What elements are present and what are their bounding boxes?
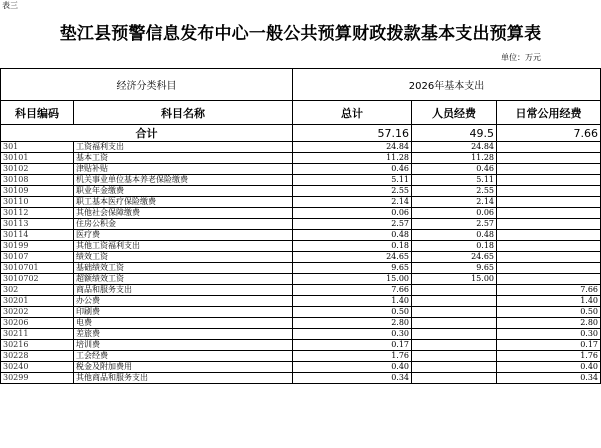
unit-label: 单位：万元 [501,53,541,62]
row-personnel: 5.11 [412,175,497,186]
row-code: 30240 [1,362,74,373]
row-public: 1.76 [497,351,601,362]
row-personnel [412,318,497,329]
row-name: 工会经费 [74,351,293,362]
row-total: 2.80 [293,318,412,329]
budget-table [0,68,601,384]
header-econ-class: 经济分类科目 [1,69,293,101]
row-code: 30199 [1,241,74,252]
table-row [1,340,601,351]
row-public [497,186,601,197]
row-public: 2.80 [497,318,601,329]
row-personnel: 2.57 [412,219,497,230]
row-public: 0.30 [497,329,601,340]
row-personnel [412,296,497,307]
row-personnel: 24.84 [412,142,497,153]
row-personnel: 0.18 [412,241,497,252]
row-code: 30211 [1,329,74,340]
row-code: 301 [1,142,74,153]
row-name: 超额绩效工资 [74,274,293,285]
row-code: 30201 [1,296,74,307]
row-personnel [412,351,497,362]
row-total: 5.11 [293,175,412,186]
row-name: 办公费 [74,296,293,307]
row-personnel [412,340,497,351]
row-public [497,219,601,230]
document-title: 垫江县预警信息发布中心一般公共预算财政拨款基本支出预算表 [59,24,542,44]
row-public [497,263,601,274]
table-row [1,208,601,219]
header-public: 日常公用经费 [497,101,601,125]
row-public: 0.50 [497,307,601,318]
row-code: 30110 [1,197,74,208]
header-code: 科目编码 [1,101,74,125]
row-total: 2.57 [293,219,412,230]
header-personnel: 人员经费 [412,101,497,125]
row-public [497,197,601,208]
total-row [1,125,601,142]
row-name: 职业年金缴费 [74,186,293,197]
row-personnel: 2.14 [412,197,497,208]
table-row [1,197,601,208]
row-personnel [412,373,497,384]
row-total: 0.34 [293,373,412,384]
row-name: 医疗费 [74,230,293,241]
row-code: 30228 [1,351,74,362]
row-total: 1.76 [293,351,412,362]
row-personnel: 15.00 [412,274,497,285]
row-code: 30101 [1,153,74,164]
total-sum: 57.16 [293,125,412,142]
row-personnel: 11.28 [412,153,497,164]
row-personnel: 0.46 [412,164,497,175]
row-code: 30114 [1,230,74,241]
row-total: 0.18 [293,241,412,252]
row-personnel: 2.55 [412,186,497,197]
row-total: 15.00 [293,274,412,285]
row-name: 职工基本医疗保险缴费 [74,197,293,208]
row-name: 差旅费 [74,329,293,340]
row-total: 0.46 [293,164,412,175]
row-public [497,142,601,153]
row-public [497,153,601,164]
row-name: 机关事业单位基本养老保险缴费 [74,175,293,186]
row-personnel [412,329,497,340]
table-row [1,351,601,362]
row-total: 0.17 [293,340,412,351]
table-row [1,252,601,263]
row-total: 0.48 [293,230,412,241]
row-code: 30109 [1,186,74,197]
row-public [497,208,601,219]
table-row [1,362,601,373]
header-name: 科目名称 [74,101,293,125]
row-personnel: 0.48 [412,230,497,241]
row-total: 24.84 [293,142,412,153]
row-name: 基础绩效工资 [74,263,293,274]
row-name: 印刷费 [74,307,293,318]
row-name: 税金及附加费用 [74,362,293,373]
row-personnel [412,285,497,296]
table-row [1,230,601,241]
row-total: 1.40 [293,296,412,307]
row-code: 3010701 [1,263,74,274]
table-row [1,241,601,252]
row-code: 30107 [1,252,74,263]
table-row [1,142,601,153]
row-code: 302 [1,285,74,296]
total-public: 7.66 [497,125,601,142]
row-public: 7.66 [497,285,601,296]
row-public: 0.17 [497,340,601,351]
table-row [1,175,601,186]
total-label: 合计 [1,125,293,142]
table-row [1,164,601,175]
row-public [497,175,601,186]
row-code: 30299 [1,373,74,384]
table-row [1,285,601,296]
row-total: 2.14 [293,197,412,208]
row-public [497,241,601,252]
table-row [1,373,601,384]
row-public [497,274,601,285]
table-row [1,219,601,230]
table-row [1,329,601,340]
row-name: 住房公积金 [74,219,293,230]
row-name: 电费 [74,318,293,329]
row-name: 绩效工资 [74,252,293,263]
row-total: 11.28 [293,153,412,164]
row-code: 30112 [1,208,74,219]
row-total: 24.65 [293,252,412,263]
row-total: 7.66 [293,285,412,296]
row-personnel [412,362,497,373]
row-code: 30108 [1,175,74,186]
table-row [1,274,601,285]
header-row-1 [1,69,601,101]
table-row [1,153,601,164]
row-code: 3010702 [1,274,74,285]
row-total: 0.50 [293,307,412,318]
row-public: 0.40 [497,362,601,373]
row-personnel: 0.06 [412,208,497,219]
row-personnel: 24.65 [412,252,497,263]
row-total: 0.40 [293,362,412,373]
row-total: 0.06 [293,208,412,219]
row-code: 30113 [1,219,74,230]
sheet-label: 表三 [2,1,18,10]
total-personnel: 49.5 [412,125,497,142]
table-row [1,318,601,329]
row-code: 30102 [1,164,74,175]
row-code: 30202 [1,307,74,318]
row-public: 1.40 [497,296,601,307]
row-name: 培训费 [74,340,293,351]
row-personnel: 9.65 [412,263,497,274]
row-name: 基本工资 [74,153,293,164]
row-total: 0.30 [293,329,412,340]
header-row-2 [1,101,601,125]
row-name: 其他商品和服务支出 [74,373,293,384]
row-name: 其他工资福利支出 [74,241,293,252]
row-code: 30206 [1,318,74,329]
row-public [497,164,601,175]
table-row [1,186,601,197]
row-public [497,252,601,263]
row-name: 商品和服务支出 [74,285,293,296]
row-name: 工资福利支出 [74,142,293,153]
table-row [1,307,601,318]
header-year-basic: 2026年基本支出 [293,69,601,101]
row-total: 2.55 [293,186,412,197]
row-name: 津贴补贴 [74,164,293,175]
table-row [1,263,601,274]
row-personnel [412,307,497,318]
header-total: 总计 [293,101,412,125]
row-code: 30216 [1,340,74,351]
row-total: 9.65 [293,263,412,274]
row-public: 0.34 [497,373,601,384]
row-name: 其他社会保障缴费 [74,208,293,219]
table-row [1,296,601,307]
row-public [497,230,601,241]
